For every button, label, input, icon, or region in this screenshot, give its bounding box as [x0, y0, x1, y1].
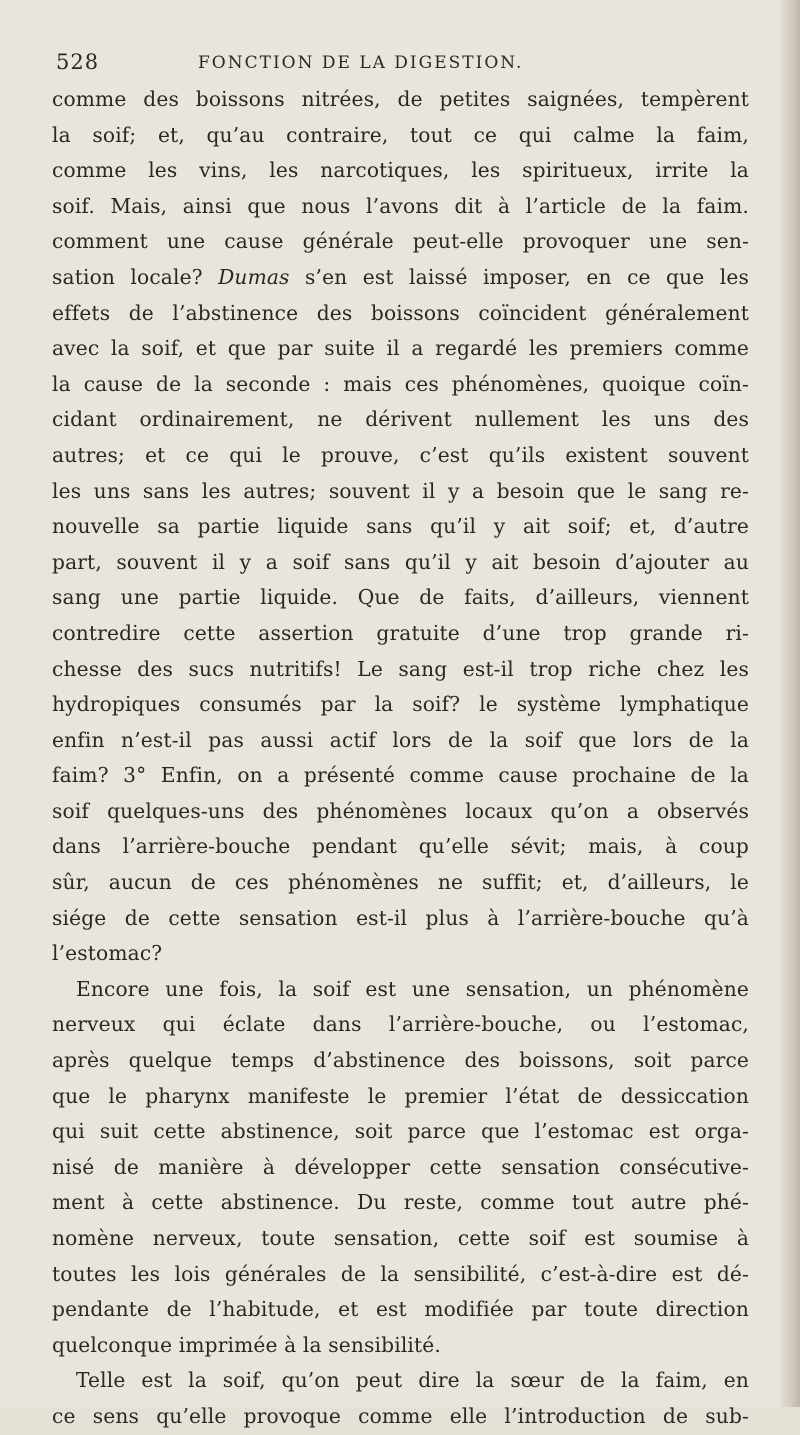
- text-line: nomène nerveux, toute sensation, cette soif est soumise à: [52, 1226, 749, 1250]
- running-head: [48, 50, 748, 82]
- text-line: contredire cette assertion gratuite d’une trop grande ri-: [52, 620, 749, 645]
- text-line-with-author: [52, 260, 749, 296]
- text-line: siége de cette sensation est-il plus à l’arrière-bouche qu’à: [52, 905, 749, 930]
- text-line: la cause de la seconde : mais ces phénomènes, quoique coïn-: [52, 371, 749, 396]
- text-line: après quelque temps d’abstinence des boissons, soit parce: [52, 1048, 749, 1073]
- text-line: nouvelle sa partie liquide sans qu’il y ait soif; et, d’autre: [52, 514, 749, 539]
- text-line: hydropiques consumés par la soif? le système lymphatique: [52, 692, 749, 717]
- text-fragment: sation locale?: [52, 264, 219, 289]
- text-line: autres; et ce qui le prouve, c’est qu’ils existent souvent: [52, 442, 749, 467]
- body-text: [52, 82, 749, 1435]
- text-fragment: s’en est laissé imposer, en ce que les: [289, 264, 749, 289]
- text-line: cidant ordinairement, ne dérivent nullement les uns des: [52, 407, 749, 432]
- text-line: ment à cette abstinence. Du reste, comme tout autre phé-: [52, 1190, 749, 1215]
- text-line: chesse des sucs nutritifs! Le sang est-il trop riche chez les: [52, 656, 749, 681]
- author-name: Dumas: [218, 264, 290, 289]
- text-line: comme les vins, les narcotiques, les spiritueux, irrite la: [52, 158, 749, 183]
- text-line: la soif; et, qu’au contraire, tout ce qui calme la faim,: [52, 122, 749, 147]
- text-line-paragraph-start: Telle est la soif, qu’on peut dire la sœur de la faim, en: [76, 1368, 749, 1393]
- text-line: enfin n’est-il pas aussi actif lors de la soif que lors de la: [52, 727, 749, 752]
- text-line: faim? 3° Enfin, on a présenté comme cause prochaine de la: [52, 763, 749, 788]
- text-line: ce sens qu’elle provoque comme elle l’introduction de sub-: [52, 1403, 749, 1428]
- page-edge-shadow: [780, 0, 800, 1407]
- text-line: qui suit cette abstinence, soit parce que l’estomac est orga-: [52, 1119, 749, 1144]
- text-line: comment une cause générale peut-elle provoquer une sen-: [52, 229, 749, 254]
- text-line: les uns sans les autres; souvent il y a besoin que le sang re-: [52, 478, 749, 503]
- text-line: effets de l’abstinence des boissons coïncident généralement: [52, 300, 749, 325]
- text-line: comme des boissons nitrées, de petites saignées, tempèrent: [52, 87, 749, 111]
- text-line-paragraph-end: l’estomac?: [52, 941, 163, 966]
- text-line: toutes les lois générales de la sensibilité, c’est-à-dire est dé-: [52, 1261, 749, 1286]
- text-line: que le pharynx manifeste le premier l’état de dessiccation: [52, 1083, 749, 1108]
- text-line: part, souvent il y a soif sans qu’il y ait besoin d’ajouter au: [52, 549, 749, 574]
- text-line: pendante de l’habitude, et est modifiée par toute direction: [52, 1297, 749, 1322]
- text-line-paragraph-end: quelconque imprimée à la sensibilité.: [52, 1332, 441, 1357]
- running-title: FONCTION DE LA DIGESTION.: [198, 53, 524, 73]
- text-line: soif. Mais, ainsi que nous l’avons dit à l’article de la faim.: [52, 193, 749, 218]
- text-line: sang une partie liquide. Que de faits, d’ailleurs, viennent: [52, 585, 749, 610]
- text-line: dans l’arrière-bouche pendant qu’elle sévit; mais, à coup: [52, 834, 749, 859]
- page-number: 528: [56, 50, 100, 74]
- text-line: sûr, aucun de ces phénomènes ne suffit; et, d’ailleurs, le: [52, 870, 749, 895]
- text-line: nisé de manière à développer cette sensation consécutive-: [52, 1154, 749, 1179]
- text-line: nerveux qui éclate dans l’arrière-bouche, ou l’estomac,: [52, 1012, 749, 1037]
- text-line: avec la soif, et que par suite il a regardé les premiers comme: [52, 336, 749, 361]
- text-line: soif quelques-uns des phénomènes locaux qu’on a observés: [52, 798, 749, 823]
- text-line-paragraph-start: Encore une fois, la soif est une sensation, un phénomène: [76, 976, 749, 1001]
